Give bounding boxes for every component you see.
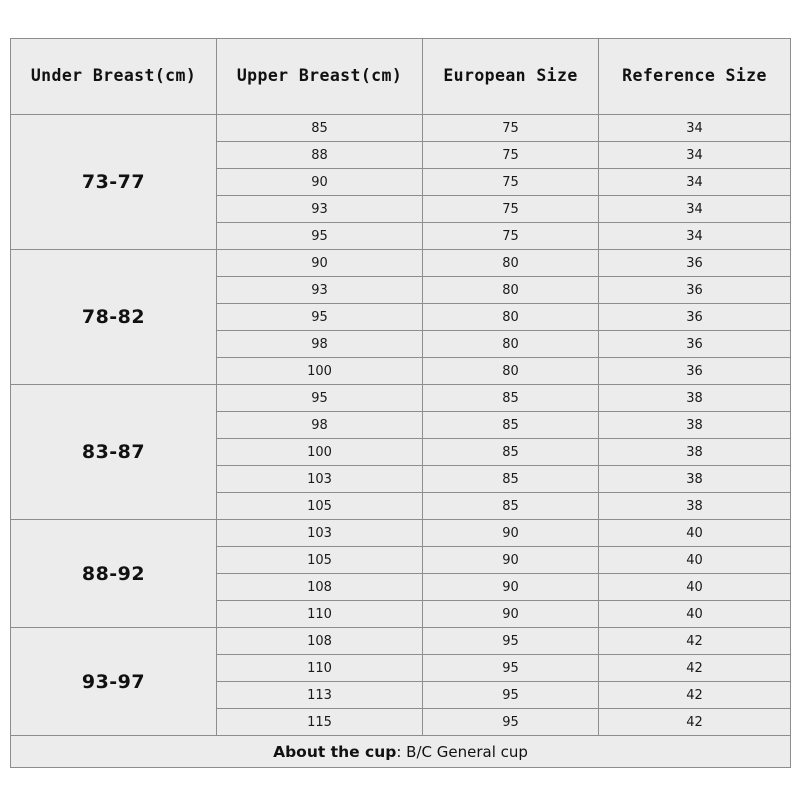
cell-european-size: 75 xyxy=(423,223,599,250)
cell-reference-size: 42 xyxy=(599,655,791,682)
cell-upper-breast: 93 xyxy=(217,196,423,223)
group-label-under-breast: 73-77 xyxy=(11,115,217,250)
cell-european-size: 80 xyxy=(423,304,599,331)
cell-european-size: 85 xyxy=(423,466,599,493)
cell-upper-breast: 95 xyxy=(217,304,423,331)
cell-european-size: 90 xyxy=(423,574,599,601)
table-footer-row xyxy=(11,736,791,768)
cell-european-size: 90 xyxy=(423,547,599,574)
cell-reference-size: 38 xyxy=(599,385,791,412)
cup-note-label: About the cup xyxy=(273,742,397,761)
table-header-row xyxy=(11,39,791,115)
column-header-under-breast: Under Breast(cm) xyxy=(11,39,217,115)
cell-upper-breast: 110 xyxy=(217,655,423,682)
cup-note-value: : B/C General cup xyxy=(396,742,528,761)
cell-upper-breast: 103 xyxy=(217,520,423,547)
cell-upper-breast: 110 xyxy=(217,601,423,628)
cell-european-size: 80 xyxy=(423,358,599,385)
table-row xyxy=(11,250,791,277)
table-row xyxy=(11,385,791,412)
cell-reference-size: 40 xyxy=(599,601,791,628)
table-row xyxy=(11,115,791,142)
cell-upper-breast: 98 xyxy=(217,412,423,439)
cell-upper-breast: 105 xyxy=(217,493,423,520)
cell-reference-size: 42 xyxy=(599,628,791,655)
cell-reference-size: 34 xyxy=(599,223,791,250)
group-label-under-breast: 93-97 xyxy=(11,628,217,736)
cell-upper-breast: 103 xyxy=(217,466,423,493)
cell-reference-size: 38 xyxy=(599,493,791,520)
cell-european-size: 75 xyxy=(423,169,599,196)
table-row xyxy=(11,628,791,655)
cell-reference-size: 34 xyxy=(599,115,791,142)
cell-european-size: 95 xyxy=(423,655,599,682)
column-header-european-size: European Size xyxy=(423,39,599,115)
cell-reference-size: 36 xyxy=(599,331,791,358)
cell-reference-size: 40 xyxy=(599,520,791,547)
cell-upper-breast: 100 xyxy=(217,439,423,466)
cell-upper-breast: 95 xyxy=(217,223,423,250)
group-label-under-breast: 78-82 xyxy=(11,250,217,385)
cell-upper-breast: 95 xyxy=(217,385,423,412)
cell-european-size: 85 xyxy=(423,493,599,520)
cell-upper-breast: 93 xyxy=(217,277,423,304)
cell-upper-breast: 85 xyxy=(217,115,423,142)
cell-european-size: 85 xyxy=(423,412,599,439)
cell-reference-size: 36 xyxy=(599,250,791,277)
cell-european-size: 90 xyxy=(423,601,599,628)
cell-reference-size: 34 xyxy=(599,169,791,196)
cell-european-size: 80 xyxy=(423,250,599,277)
group-label-under-breast: 88-92 xyxy=(11,520,217,628)
cell-european-size: 95 xyxy=(423,628,599,655)
cell-european-size: 75 xyxy=(423,196,599,223)
cell-reference-size: 40 xyxy=(599,574,791,601)
cell-upper-breast: 105 xyxy=(217,547,423,574)
cell-european-size: 85 xyxy=(423,385,599,412)
cell-upper-breast: 98 xyxy=(217,331,423,358)
cell-upper-breast: 115 xyxy=(217,709,423,736)
cell-reference-size: 38 xyxy=(599,439,791,466)
cell-european-size: 90 xyxy=(423,520,599,547)
cell-european-size: 85 xyxy=(423,439,599,466)
table-header xyxy=(11,39,791,115)
cell-reference-size: 42 xyxy=(599,682,791,709)
size-chart-table xyxy=(10,38,791,768)
cell-european-size: 80 xyxy=(423,277,599,304)
cell-european-size: 95 xyxy=(423,682,599,709)
column-header-upper-breast: Upper Breast(cm) xyxy=(217,39,423,115)
cell-european-size: 95 xyxy=(423,709,599,736)
cell-european-size: 80 xyxy=(423,331,599,358)
cup-note xyxy=(11,736,791,768)
cell-european-size: 75 xyxy=(423,142,599,169)
table-row xyxy=(11,520,791,547)
group-label-under-breast: 83-87 xyxy=(11,385,217,520)
table-body xyxy=(11,115,791,768)
cell-upper-breast: 88 xyxy=(217,142,423,169)
cell-reference-size: 38 xyxy=(599,466,791,493)
cell-reference-size: 38 xyxy=(599,412,791,439)
cell-upper-breast: 113 xyxy=(217,682,423,709)
cell-reference-size: 42 xyxy=(599,709,791,736)
cell-upper-breast: 108 xyxy=(217,628,423,655)
cell-reference-size: 36 xyxy=(599,304,791,331)
cell-reference-size: 40 xyxy=(599,547,791,574)
column-header-reference-size: Reference Size xyxy=(599,39,791,115)
cell-upper-breast: 100 xyxy=(217,358,423,385)
cell-reference-size: 36 xyxy=(599,358,791,385)
cell-upper-breast: 108 xyxy=(217,574,423,601)
cell-upper-breast: 90 xyxy=(217,250,423,277)
cell-upper-breast: 90 xyxy=(217,169,423,196)
cell-reference-size: 36 xyxy=(599,277,791,304)
cell-reference-size: 34 xyxy=(599,196,791,223)
cell-reference-size: 34 xyxy=(599,142,791,169)
cell-european-size: 75 xyxy=(423,115,599,142)
